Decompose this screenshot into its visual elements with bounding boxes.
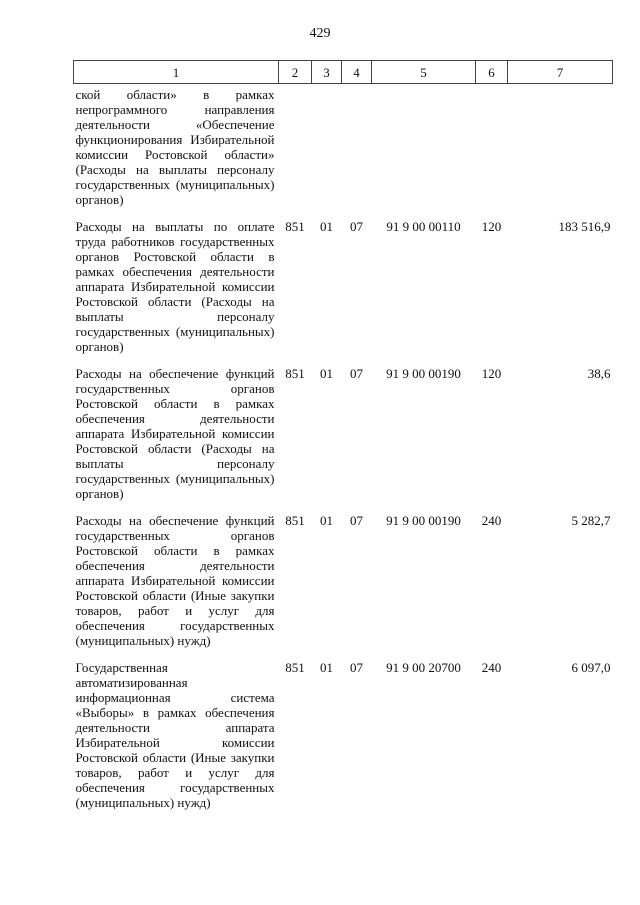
expense-type-code: 120 — [481, 219, 502, 234]
budget-table — [73, 60, 613, 822]
amount: 38,6 — [587, 366, 611, 381]
section-code — [312, 84, 342, 220]
row-description: Расходы на обеспечение функций государственных органов Ростовской области в рамках обеспечения деятельности аппарата Избирательной комиссии Ростовской области (Расходы на выплаты персоналу государственных (муниципальных) органов) — [75, 366, 275, 501]
target-article-code — [372, 84, 476, 220]
column-header-3: 3 — [312, 61, 342, 84]
column-header-5: 5 — [372, 61, 476, 84]
subsection-code: 07 — [350, 660, 363, 675]
column-header-2: 2 — [279, 61, 312, 84]
table-row — [74, 219, 613, 366]
expense-type-code: 240 — [481, 660, 502, 675]
table-row — [74, 660, 613, 822]
target-article-code: 91 9 00 00190 — [386, 366, 461, 381]
expense-type-code: 240 — [481, 513, 502, 528]
section-code: 01 — [320, 366, 333, 381]
table-row — [74, 366, 613, 513]
table-header — [74, 61, 613, 84]
ministry-code: 851 — [285, 366, 305, 381]
ministry-code: 851 — [285, 219, 305, 234]
subsection-code: 07 — [350, 366, 363, 381]
section-code: 01 — [320, 513, 333, 528]
row-description: ской области» в рамках непрограммного направления деятельности «Обеспечение функционирования Избирательной комиссии Ростовской области» (Расходы на выплаты персоналу государственных (муниципальных) органов) — [75, 87, 275, 207]
amount: 183 516,9 — [558, 219, 611, 234]
page-number: 429 — [309, 26, 331, 41]
table-row — [74, 513, 613, 660]
section-code: 01 — [320, 660, 333, 675]
column-header-4: 4 — [342, 61, 372, 84]
subsection-code: 07 — [350, 513, 363, 528]
row-description: Расходы на обеспечение функций государственных органов Ростовской области в рамках обеспечения деятельности аппарата Избирательной комиссии Ростовской области (Иные закупки товаров, работ и услуг для обеспечения государственных (муниципальных) нужд) — [75, 513, 275, 648]
target-article-code: 91 9 00 20700 — [386, 660, 461, 675]
expense-type-code — [476, 84, 508, 220]
row-description: Государственная автоматизированная информационная система «Выборы» в рамках обеспечения деятельности аппарата Избирательной комиссии Ростовской области (Иные закупки товаров, работ и услуг для обеспечения государственных (муниципальных) нужд) — [75, 660, 275, 810]
target-article-code: 91 9 00 00190 — [386, 513, 461, 528]
section-code: 01 — [320, 219, 333, 234]
row-description: Расходы на выплаты по оплате труда работников государственных органов Ростовской области в рамках обеспечения деятельности аппарата Избирательной комиссии Ростовской области (Расходы на выплаты персоналу государственных (муниципальных) органов) — [75, 219, 275, 354]
ministry-code — [279, 84, 312, 220]
expense-type-code: 120 — [481, 366, 502, 381]
column-header-1: 1 — [74, 61, 279, 84]
amount — [508, 84, 613, 220]
amount: 5 282,7 — [571, 513, 611, 528]
ministry-code: 851 — [285, 660, 305, 675]
column-header-7: 7 — [508, 61, 613, 84]
subsection-code: 07 — [350, 219, 363, 234]
target-article-code: 91 9 00 00110 — [386, 219, 461, 234]
table-row — [74, 84, 613, 220]
column-header-6: 6 — [476, 61, 508, 84]
amount: 6 097,0 — [571, 660, 611, 675]
subsection-code — [342, 84, 372, 220]
ministry-code: 851 — [285, 513, 305, 528]
